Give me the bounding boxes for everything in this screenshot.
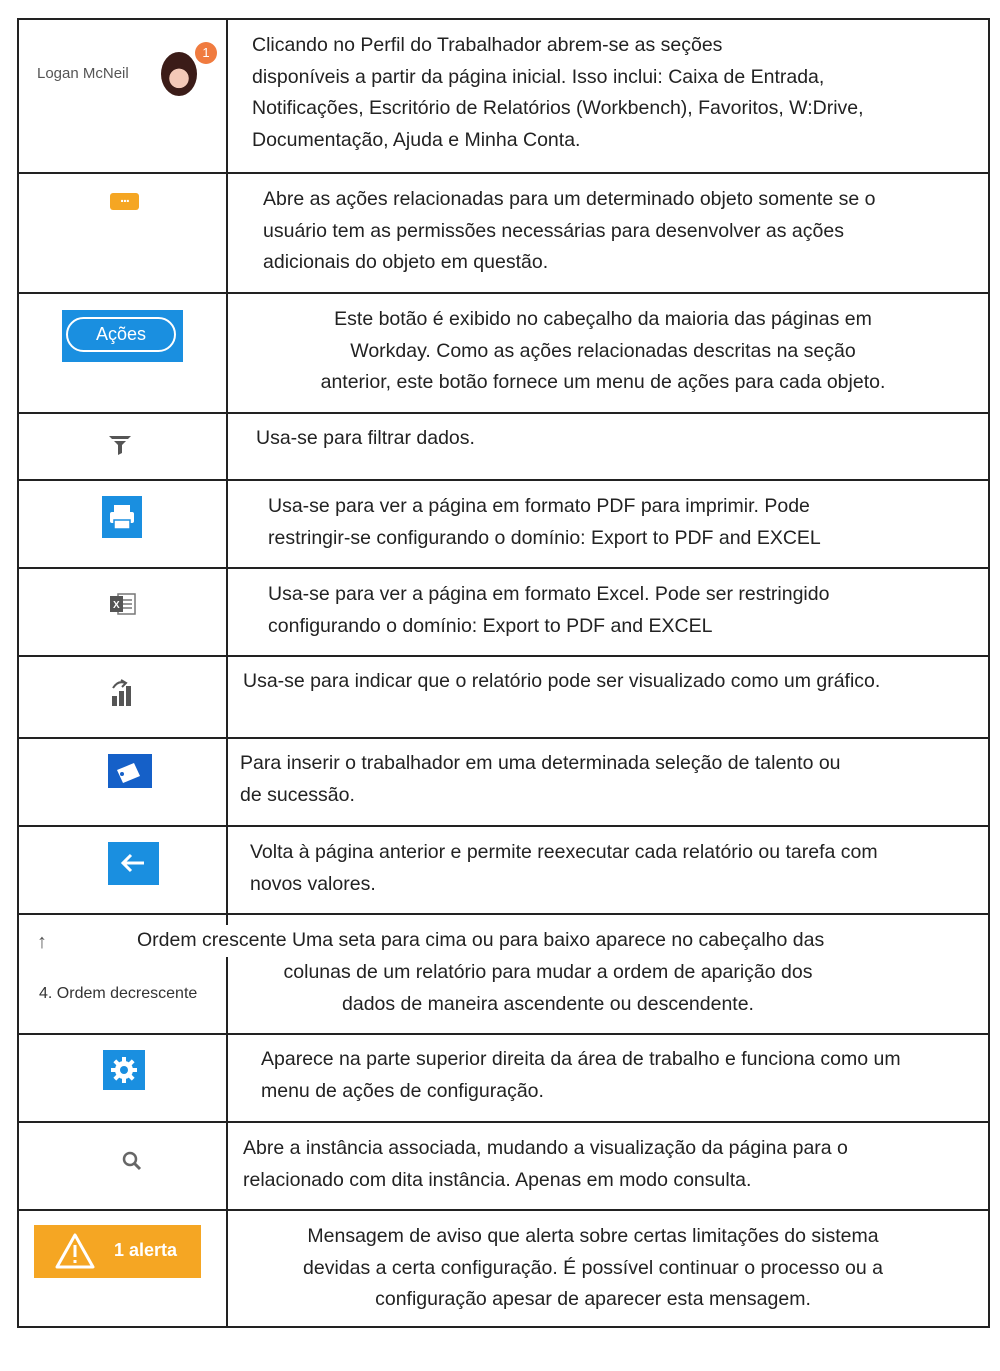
row-description: Abre a instância associada, mudando a visualização da página para o relacionado com dita instância. Apenas em modo consulta. [243,1137,848,1191]
table-row [19,1035,988,1123]
row-description: Abre as ações relacionadas para um determinado objeto somente se o usuário tem as permissões necessárias para desenvolver as ações adicionais do objeto em questão. [263,188,876,273]
sort-arrow-icon[interactable]: ↑ [37,931,47,953]
row-description: Clicando no Perfil do Trabalhador abrem-se as seções disponíveis a partir da página inicial. Isso inclui: Caixa de Entrada, Notificações, Escritório de Relatórios (Workbench), Favoritos, W:Drive, Documentação, Ajuda e Minha Conta. [252,34,864,151]
alert-button[interactable] [34,1225,201,1278]
icon-cell [19,481,228,567]
description-cell [228,414,988,479]
icon-cell [19,414,228,479]
svg-text:X: X [113,600,120,611]
description-cell [228,20,988,172]
magnifier-icon[interactable] [121,1150,143,1172]
row-description-first-line: Ordem crescente Uma seta para cima ou para baixo aparece no cabeçalho das [137,929,825,951]
row-description: Este botão é exibido no cabeçalho da maioria das páginas em Workday. Como as ações relacionadas descritas na seção anterior, este botão fornece um menu de ações para cada objeto. [320,308,886,393]
description-cell [228,294,988,412]
chart-icon[interactable] [110,678,136,708]
icon-cell [19,569,228,655]
table-row [19,294,988,414]
table-row [19,1123,988,1211]
profile-name[interactable]: Logan McNeil [37,65,129,82]
description-cell [228,569,988,655]
icon-cell [19,294,228,412]
back-arrow-icon[interactable] [108,842,159,885]
alert-button-label: 1 alerta [114,1240,178,1260]
icon-cell [19,739,228,825]
row-description: Volta à página anterior e permite reexecutar cada relatório ou tarefa com novos valores. [250,841,878,895]
description-cell [228,1211,988,1326]
related-actions-dots-icon[interactable]: ... [110,193,139,210]
description-cell [228,481,988,567]
talent-tag-icon[interactable] [108,754,152,788]
excel-icon[interactable] [108,591,138,617]
sort-descending-label: 4. Ordem decrescente [39,985,198,1002]
description-cell [228,657,988,737]
table-row [19,1211,988,1326]
notification-badge: 1 [195,42,217,64]
row-description: Aparece na parte superior direita da área de trabalho e funciona como um menu de ações de configuração. [261,1048,901,1102]
icon-cell [19,1035,228,1121]
description-cell [228,1035,988,1121]
table-row [19,827,988,915]
table-row [19,915,988,1035]
description-cell [228,1123,988,1209]
icon-cell [19,827,228,913]
filter-icon[interactable] [107,434,133,456]
row-description: Usa-se para ver a página em formato PDF para imprimir. Pode restringir-se configurando o domínio: Export to PDF and EXCEL [268,495,821,549]
settings-gear-icon[interactable] [103,1050,145,1090]
table-row [19,174,988,294]
actions-button[interactable] [62,310,183,362]
table-row [19,414,988,481]
print-icon[interactable] [102,496,142,538]
row-description: Para inserir o trabalhador em uma determinada seleção de talento ou de sucessão. [240,752,841,806]
icon-cell [19,1123,228,1209]
row-description: Usa-se para filtrar dados. [256,427,475,449]
icon-cell [19,657,228,737]
row-description: Mensagem de aviso que alerta sobre certas limitações do sistema devidas a certa configuração. É possível continuar o processo ou a configuração apesar de aparecer esta mensagem. [303,1225,883,1310]
row-description: Usa-se para ver a página em formato Excel. Pode ser restringido configurando o domínio: Export to PDF and EXCEL [268,583,830,637]
description-cell [228,174,988,292]
column-divider [226,915,228,925]
icon-cell [19,1211,228,1326]
actions-button-label: Ações [66,317,176,352]
icon-glossary-table [17,18,990,1328]
icon-cell [19,174,228,292]
table-row [19,20,988,174]
table-row [19,739,988,827]
table-row [19,657,988,739]
description-cell [228,957,988,1033]
table-row [19,481,988,569]
table-row [19,569,988,657]
icon-cell [19,20,228,172]
avatar[interactable] [161,52,197,96]
description-cell [228,739,988,825]
row-description: Usa-se para indicar que o relatório pode ser visualizado como um gráfico. [243,670,881,692]
description-cell [228,827,988,913]
row-description: colunas de um relatório para mudar a ordem de aparição dos dados de maneira ascendente ou descendente. [283,961,813,1015]
warning-icon [54,1232,96,1270]
